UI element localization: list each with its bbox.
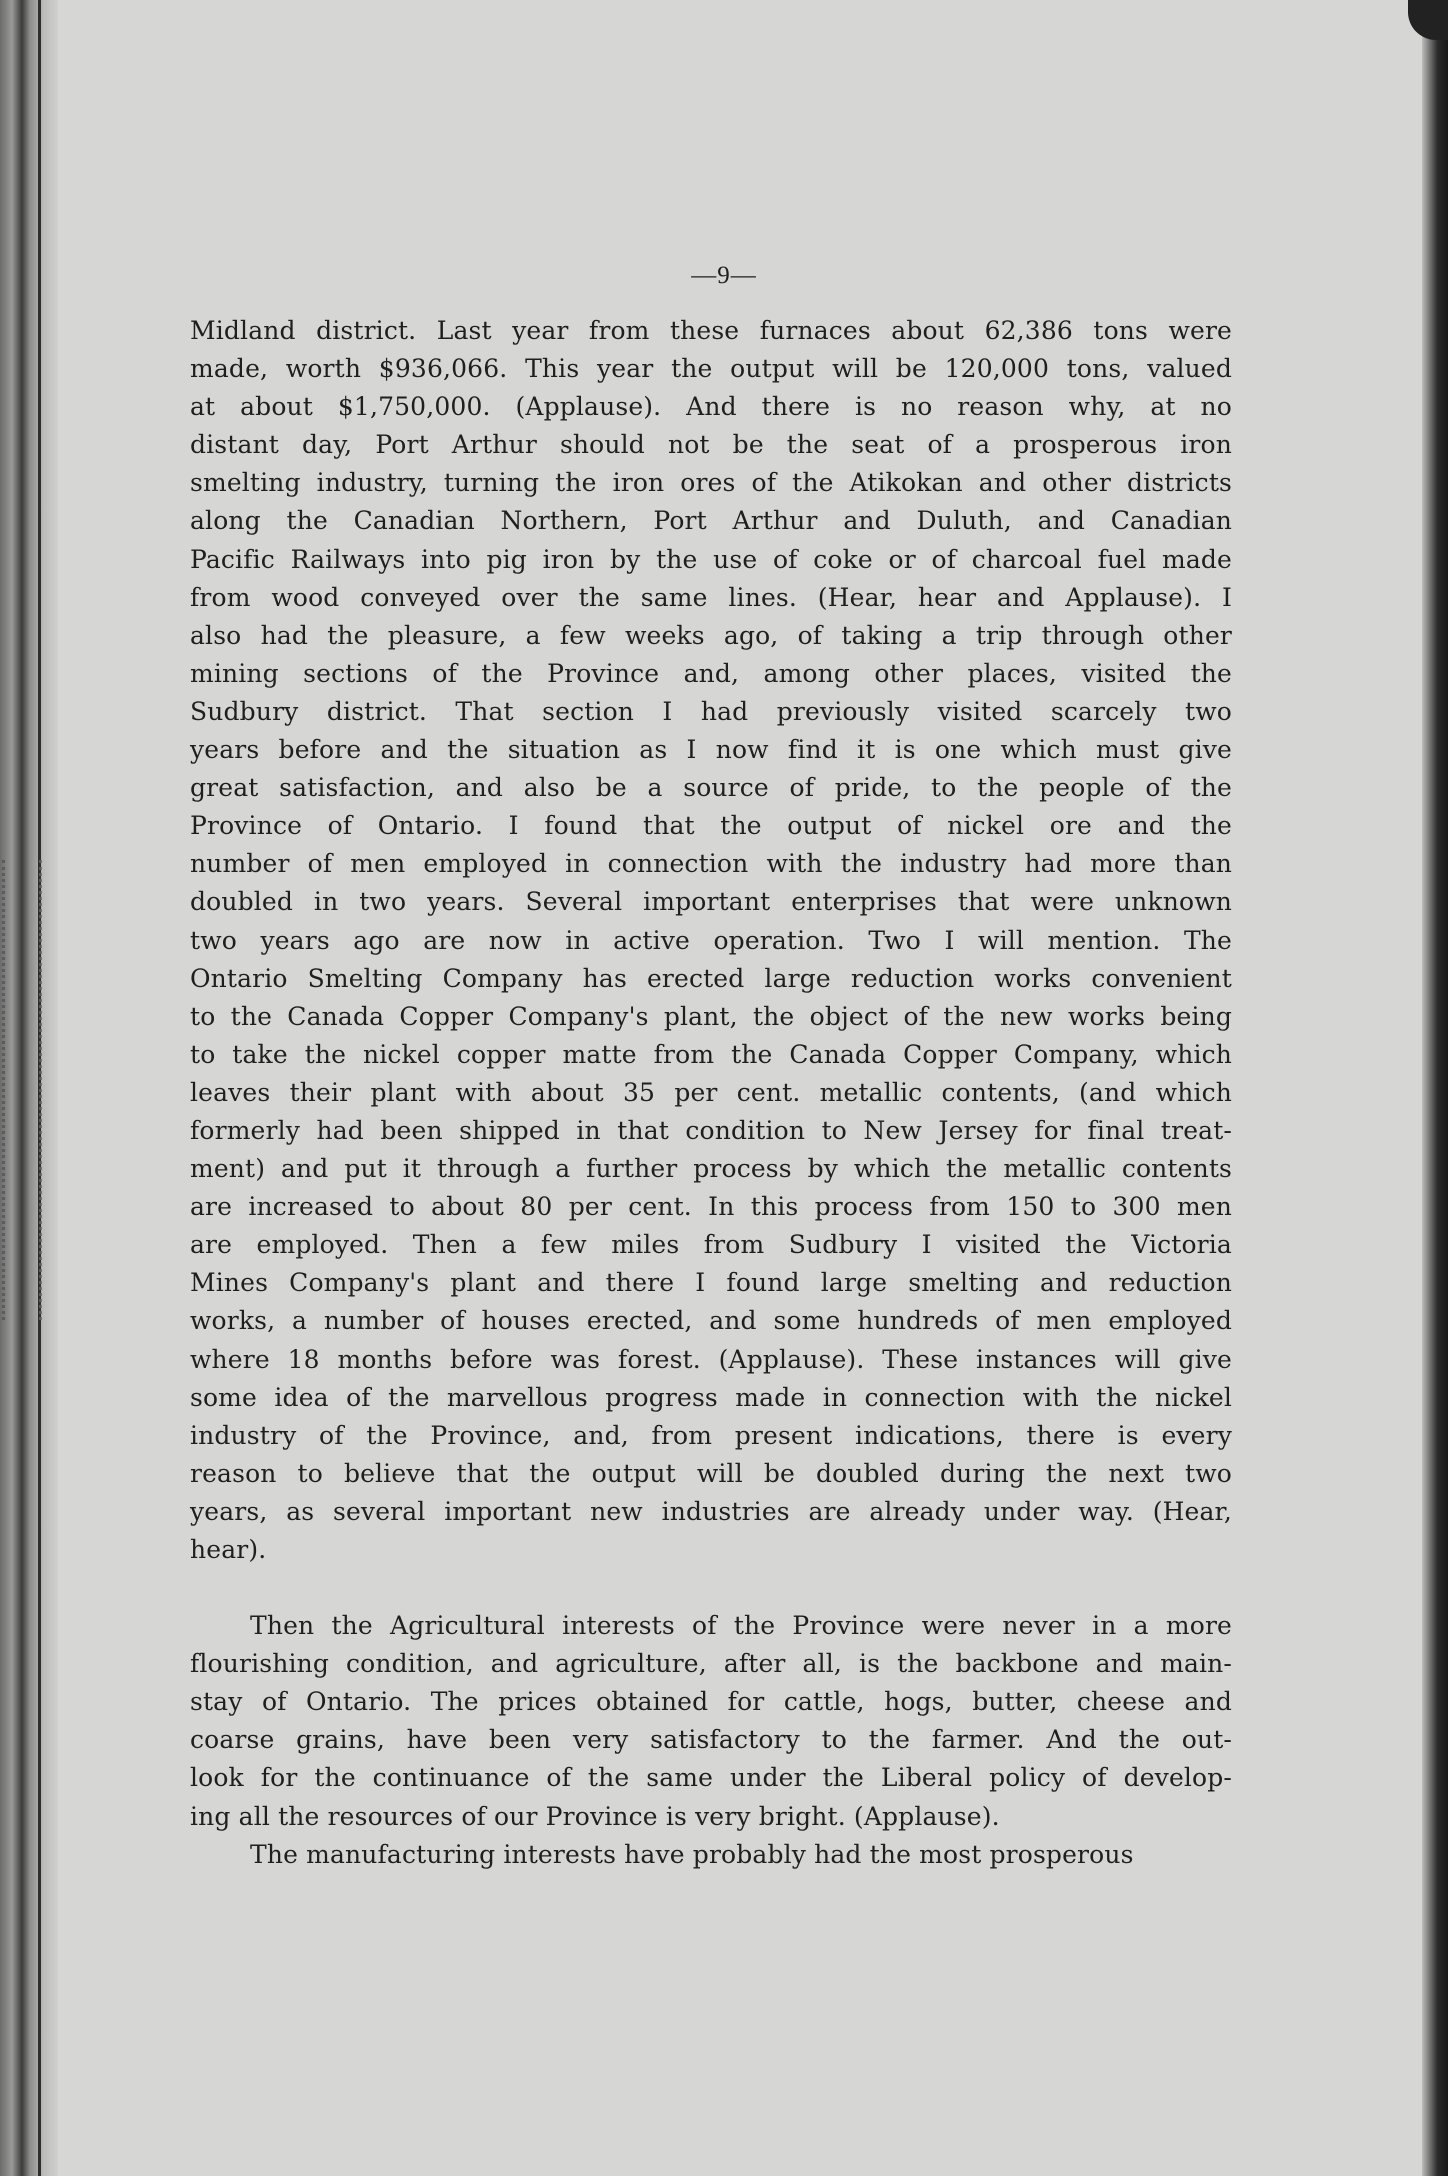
text-line: number of men employed in connection with the industry had more than — [190, 849, 1232, 879]
text-line: years, as several important new industries are already under way. (Hear, — [190, 1496, 1232, 1526]
text-line: industry of the Province, and, from present indications, there is every — [190, 1420, 1232, 1450]
paragraph — [190, 1836, 1232, 1874]
text-line: hear). — [190, 1535, 267, 1564]
text-line: two years ago are now in active operation. Two I will mention. The — [190, 925, 1232, 955]
text-line: works, a number of houses erected, and some hundreds of men employed — [190, 1306, 1232, 1336]
text-line: where 18 months before was forest. (Applause). These instances will give — [190, 1344, 1232, 1374]
text-line: ment) and put it through a further process by which the metallic contents — [190, 1154, 1232, 1184]
text-line: are increased to about 80 per cent. In this process from 150 to 300 men — [190, 1192, 1232, 1222]
text-line: distant day, Port Arthur should not be the seat of a prosperous iron — [190, 430, 1232, 460]
text-line: years before and the situation as I now find it is one which must give — [190, 735, 1232, 765]
text-line: coarse grains, have been very satisfactory to the farmer. And the out- — [190, 1725, 1232, 1755]
page-corner-shadow — [1408, 0, 1448, 40]
text-line: are employed. Then a few miles from Sudbury I visited the Victoria — [190, 1230, 1232, 1260]
text-line: to the Canada Copper Company's plant, the object of the new works being — [190, 1001, 1232, 1031]
text-line: Ontario Smelting Company has erected large reduction works convenient — [190, 963, 1232, 993]
text-line: to take the nickel copper matte from the Canada Copper Company, which — [190, 1039, 1232, 1069]
text-line: some idea of the marvellous progress made in connection with the nickel — [190, 1382, 1232, 1412]
paragraph — [190, 1607, 1232, 1836]
page-right-edge — [1422, 0, 1448, 2176]
text-line: Sudbury district. That section I had previously visited scarcely two — [190, 696, 1232, 726]
text-line: Province of Ontario. I found that the output of nickel ore and the — [190, 811, 1232, 841]
text-line: ing all the resources of our Province is very bright. (Applause). — [190, 1801, 1000, 1831]
text-line: Pacific Railways into pig iron by the use of coke or of charcoal fuel made — [190, 544, 1232, 574]
paragraph-gap — [190, 1569, 1232, 1607]
text-line: mining sections of the Province and, among other places, visited the — [190, 658, 1232, 688]
text-line: made, worth $936,066. This year the output will be 120,000 tons, valued — [190, 354, 1232, 384]
text-line: Then the Agricultural interests of the Province were never in a more — [250, 1611, 1232, 1641]
text-line: The manufacturing interests have probably had the most prosperous — [250, 1839, 1134, 1869]
text-line: leaves their plant with about 35 per cent. metallic contents, (and which — [190, 1077, 1232, 1107]
text-line: also had the pleasure, a few weeks ago, of taking a trip through other — [190, 620, 1232, 650]
text-line: at about $1,750,000. (Applause). And there is no reason why, at no — [190, 392, 1232, 422]
text-line: Mines Company's plant and there I found large smelting and reduction — [190, 1268, 1232, 1298]
text-line: from wood conveyed over the same lines. (Hear, hear and Applause). I — [190, 582, 1232, 612]
body-text — [190, 312, 1232, 1874]
text-line: smelting industry, turning the iron ores of the Atikokan and other districts — [190, 468, 1232, 498]
text-line: along the Canadian Northern, Port Arthur and Duluth, and Canadian — [190, 506, 1232, 536]
text-line: reason to believe that the output will be doubled during the next two — [190, 1458, 1232, 1488]
text-line: formerly had been shipped in that condition to New Jersey for final treat- — [190, 1115, 1232, 1145]
page-number: —9— — [691, 262, 757, 289]
text-line: stay of Ontario. The prices obtained for cattle, hogs, butter, cheese and — [190, 1687, 1232, 1717]
paragraph — [190, 312, 1232, 1569]
text-line: flourishing condition, and agriculture, after all, is the backbone and main- — [190, 1649, 1232, 1679]
text-line: look for the continuance of the same under the Liberal policy of develop- — [190, 1763, 1232, 1793]
binding-stitch — [2, 860, 42, 1320]
text-line: great satisfaction, and also be a source of pride, to the people of the — [190, 773, 1232, 803]
text-line: doubled in two years. Several important enterprises that were unknown — [190, 887, 1232, 917]
text-line: Midland district. Last year from these furnaces about 62,386 tons were — [190, 316, 1232, 345]
